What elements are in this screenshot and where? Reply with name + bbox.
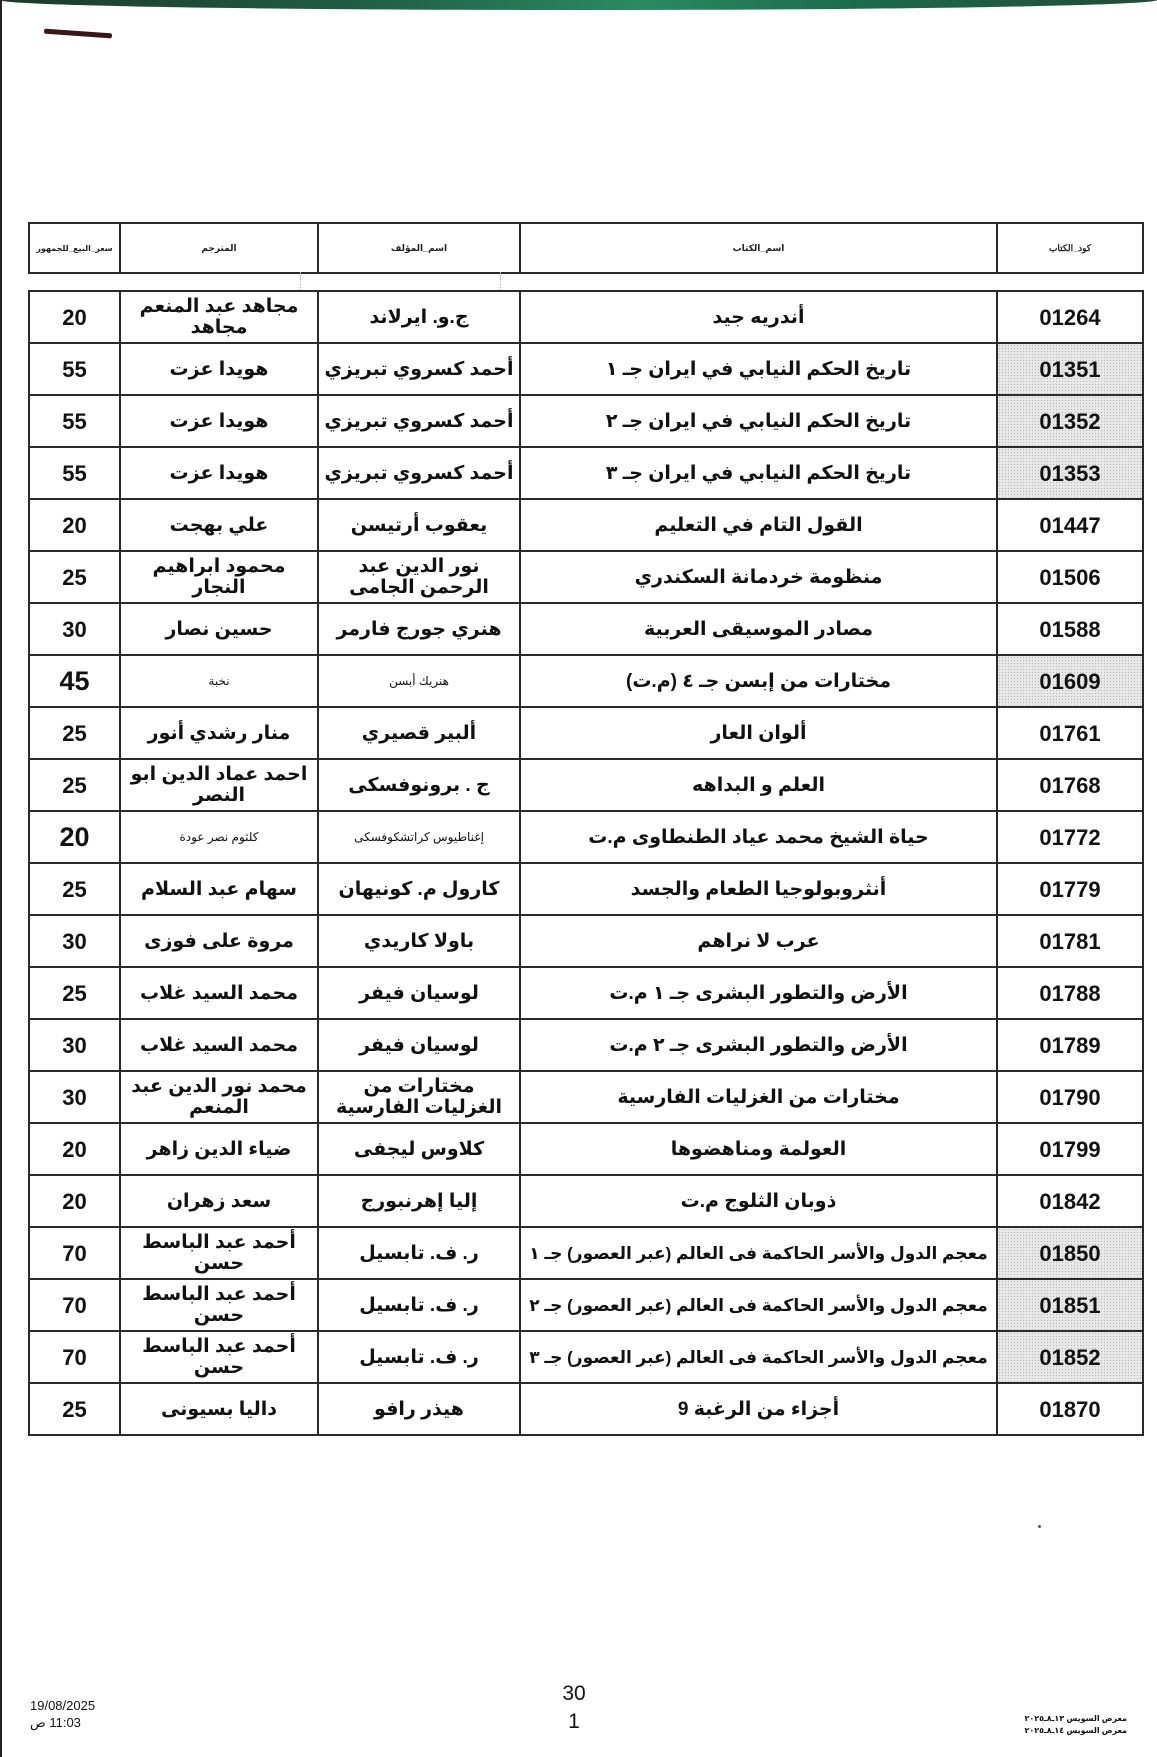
price-cell: 30: [29, 1071, 120, 1123]
translator-cell: أحمد عبد الباسط حسن: [120, 1331, 318, 1383]
book-code-cell: 01788: [997, 967, 1143, 1019]
book-title-cell: منظومة خردمانة السكندري: [520, 551, 997, 603]
price-cell: 70: [29, 1279, 120, 1331]
translator-cell: احمد عماد الدين ابو النصر: [120, 759, 318, 811]
book-title-cell: أجزاء من الرغبة 9: [520, 1383, 997, 1435]
translator-cell: سهام عبد السلام: [120, 863, 318, 915]
translator-cell: حسين نصار: [120, 603, 318, 655]
translator-cell: منار رشدي أنور: [120, 707, 318, 759]
header-code: كود_الكتاب: [997, 223, 1143, 273]
author-cell: هنري جورج فارمر: [318, 603, 520, 655]
exhibition-line-2: معرض السويس ١٤ـ٨ـ٢٠٢٥: [1024, 1726, 1127, 1735]
book-title-cell: مختارات من إبسن جـ ٤ (م.ت): [520, 655, 997, 707]
table-row: [29, 343, 1143, 395]
translator-cell: أحمد عبد الباسط حسن: [120, 1279, 318, 1331]
book-code-cell: 01353: [997, 447, 1143, 499]
author-cell: نور الدين عبد الرحمن الجامى: [318, 551, 520, 603]
price-cell: 30: [29, 603, 120, 655]
price-cell: 25: [29, 967, 120, 1019]
book-title-cell: معجم الدول والأسر الحاكمة فى العالم (عبر العصور) جـ ٣: [520, 1331, 997, 1383]
author-cell: هنريك أبسن: [318, 655, 520, 707]
book-code-cell: 01870: [997, 1383, 1143, 1435]
footer-datetime: [30, 1697, 95, 1731]
author-cell: مختارات من الغزليات الفارسية: [318, 1071, 520, 1123]
author-cell: أحمد كسروي تبريزي: [318, 447, 520, 499]
table-row: [29, 1227, 1143, 1279]
table-row: [29, 655, 1143, 707]
book-title-cell: العولمة ومناهضوها: [520, 1123, 997, 1175]
table-row: [29, 915, 1143, 967]
header-price: سعر_البيع_للجمهور: [29, 223, 120, 273]
author-cell: ج.و. ايرلاند: [318, 291, 520, 343]
book-title-cell: حياة الشيخ محمد عياد الطنطاوى م.ت: [520, 811, 997, 863]
author-cell: ر. ف. تابسيل: [318, 1331, 520, 1383]
table-row: [29, 447, 1143, 499]
page-total: 30: [562, 1682, 586, 1705]
translator-cell: محمد السيد غلاب: [120, 967, 318, 1019]
book-code-cell: 01768: [997, 759, 1143, 811]
price-cell: 20: [29, 811, 120, 863]
table-row: [29, 707, 1143, 759]
book-title-cell: القول التام في التعليم: [520, 499, 997, 551]
header-title: اسم_الكتاب: [520, 223, 997, 273]
author-cell: ر. ف. تابسيل: [318, 1227, 520, 1279]
book-title-cell: مختارات من الغزليات الفارسية: [520, 1071, 997, 1123]
book-title-cell: تاريخ الحكم النيابي في ايران جـ ٢: [520, 395, 997, 447]
translator-cell: ضياء الدين زاهر: [120, 1123, 318, 1175]
table-row: [29, 967, 1143, 1019]
book-code-cell: 01851: [997, 1279, 1143, 1331]
book-title-cell: معجم الدول والأسر الحاكمة فى العالم (عبر العصور) جـ ١: [520, 1227, 997, 1279]
translator-cell: أحمد عبد الباسط حسن: [120, 1227, 318, 1279]
header-row: [29, 223, 1143, 273]
translator-cell: هويدا عزت: [120, 343, 318, 395]
book-title-cell: عرب لا نراهم: [520, 915, 997, 967]
page-current: 1: [568, 1710, 580, 1733]
author-cell: باولا كاريدي: [318, 915, 520, 967]
table-row: [29, 1175, 1143, 1227]
price-cell: 20: [29, 1175, 120, 1227]
table-row: [29, 1123, 1143, 1175]
print-time: 11:03 ص: [30, 1715, 81, 1730]
table-row: [29, 1331, 1143, 1383]
table-row: [29, 1071, 1143, 1123]
translator-cell: سعد زهران: [120, 1175, 318, 1227]
book-code-cell: 01799: [997, 1123, 1143, 1175]
scan-left-edge: [0, 0, 2, 1757]
translator-cell: مجاهد عبد المنعم مجاهد: [120, 291, 318, 343]
author-cell: كارول م. كونيهان: [318, 863, 520, 915]
table-row: [29, 1383, 1143, 1435]
author-cell: لوسيان فيفر: [318, 1019, 520, 1071]
book-title-cell: تاريخ الحكم النيابي في ايران جـ ٣: [520, 447, 997, 499]
book-code-cell: 01588: [997, 603, 1143, 655]
book-code-cell: 01447: [997, 499, 1143, 551]
book-code-cell: 01852: [997, 1331, 1143, 1383]
book-code-cell: 01850: [997, 1227, 1143, 1279]
author-cell: كلاوس ليجفى: [318, 1123, 520, 1175]
translator-cell: داليا بسيونى: [120, 1383, 318, 1435]
price-cell: 25: [29, 707, 120, 759]
author-cell: إغناطيوس كراتشكوفسكى: [318, 811, 520, 863]
scan-top-edge: [0, 0, 1157, 10]
translator-cell: محمود ابراهيم النجار: [120, 551, 318, 603]
book-code-cell: 01609: [997, 655, 1143, 707]
price-cell: 20: [29, 499, 120, 551]
price-cell: 55: [29, 395, 120, 447]
author-cell: أحمد كسروي تبريزي: [318, 343, 520, 395]
print-date: 19/08/2025: [30, 1698, 96, 1713]
pen-mark: [44, 29, 112, 39]
table-row: [29, 291, 1143, 343]
book-title-cell: ألوان العار: [520, 707, 997, 759]
translator-cell: مروة على فوزى: [120, 915, 318, 967]
book-code-cell: 01779: [997, 863, 1143, 915]
table-row: [29, 811, 1143, 863]
exhibition-line-1: معرض السويس ١٣ـ٨ـ٢٠٢٥: [1024, 1714, 1127, 1723]
book-title-cell: مصادر الموسيقى العربية: [520, 603, 997, 655]
book-code-cell: 01789: [997, 1019, 1143, 1071]
price-cell: 20: [29, 1123, 120, 1175]
price-cell: 25: [29, 551, 120, 603]
page-number: [558, 1680, 590, 1736]
book-code-cell: 01264: [997, 291, 1143, 343]
price-cell: 25: [29, 1383, 120, 1435]
table-row: [29, 1019, 1143, 1071]
book-code-cell: 01352: [997, 395, 1143, 447]
book-code-cell: 01842: [997, 1175, 1143, 1227]
author-cell: ألبير قصيري: [318, 707, 520, 759]
header-author: اسم_المؤلف: [318, 223, 520, 273]
table-header: [28, 222, 1144, 274]
book-title-cell: معجم الدول والأسر الحاكمة فى العالم (عبر العصور) جـ ٢: [520, 1279, 997, 1331]
price-cell: 30: [29, 1019, 120, 1071]
translator-cell: هويدا عزت: [120, 447, 318, 499]
translator-cell: محمد السيد غلاب: [120, 1019, 318, 1071]
price-cell: 20: [29, 291, 120, 343]
book-title-cell: ذوبان الثلوج م.ت: [520, 1175, 997, 1227]
book-title-cell: أندريه جيد: [520, 291, 997, 343]
book-title-cell: العلم و البداهه: [520, 759, 997, 811]
translator-cell: كلثوم نصر عودة: [120, 811, 318, 863]
exhibition-label: [1024, 1713, 1127, 1737]
book-code-cell: 01781: [997, 915, 1143, 967]
translator-cell: هويدا عزت: [120, 395, 318, 447]
price-cell: 45: [29, 655, 120, 707]
author-cell: يعقوب أرتيسن: [318, 499, 520, 551]
price-cell: 30: [29, 915, 120, 967]
table-row: [29, 1279, 1143, 1331]
divider-dots: [500, 272, 501, 290]
table-row: [29, 759, 1143, 811]
author-cell: ر. ف. تابسيل: [318, 1279, 520, 1331]
book-title-cell: الأرض والتطور البشرى جـ ٢ م.ت: [520, 1019, 997, 1071]
table-row: [29, 863, 1143, 915]
book-code-cell: 01351: [997, 343, 1143, 395]
book-code-cell: 01761: [997, 707, 1143, 759]
books-table: [28, 290, 1144, 1436]
price-cell: 70: [29, 1227, 120, 1279]
author-cell: إليا إهرنبورج: [318, 1175, 520, 1227]
price-cell: 55: [29, 343, 120, 395]
book-title-cell: الأرض والتطور البشرى جـ ١ م.ت: [520, 967, 997, 1019]
scan-speck: [1038, 1525, 1041, 1528]
table-row: [29, 499, 1143, 551]
price-cell: 25: [29, 759, 120, 811]
book-code-cell: 01772: [997, 811, 1143, 863]
table-row: [29, 395, 1143, 447]
divider-dots: [300, 272, 301, 290]
author-cell: هيذر رافو: [318, 1383, 520, 1435]
book-code-cell: 01506: [997, 551, 1143, 603]
price-cell: 25: [29, 863, 120, 915]
translator-cell: نخبة: [120, 655, 318, 707]
translator-cell: محمد نور الدين عبد المنعم: [120, 1071, 318, 1123]
book-code-cell: 01790: [997, 1071, 1143, 1123]
book-title-cell: أنثروبولوجيا الطعام والجسد: [520, 863, 997, 915]
header-translator: المترجم: [120, 223, 318, 273]
table-row: [29, 551, 1143, 603]
author-cell: أحمد كسروي تبريزي: [318, 395, 520, 447]
author-cell: ج . برونوفسكى: [318, 759, 520, 811]
book-title-cell: تاريخ الحكم النيابي في ايران جـ ١: [520, 343, 997, 395]
translator-cell: علي بهجت: [120, 499, 318, 551]
price-cell: 70: [29, 1331, 120, 1383]
table-row: [29, 603, 1143, 655]
author-cell: لوسيان فيفر: [318, 967, 520, 1019]
price-cell: 55: [29, 447, 120, 499]
